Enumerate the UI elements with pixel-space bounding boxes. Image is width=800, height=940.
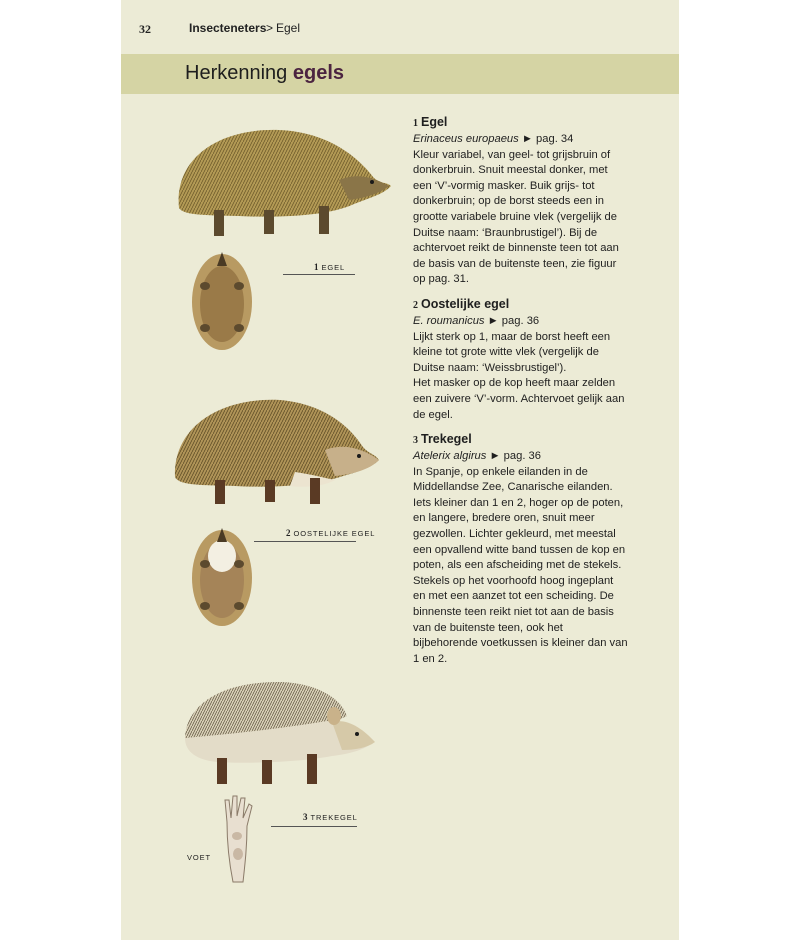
latin-name: Atelerix algirus xyxy=(413,450,487,463)
figure-label-rule xyxy=(283,274,355,275)
species-description-continued: Het masker op de kop heeft maar zelden een zuivere ‘V’-vorm. Achtervoet gelijk aan de egel. xyxy=(413,377,625,421)
figure-label-rule xyxy=(271,826,357,827)
species-description: In Spanje, op enkele eilanden in de Middellandse Zee, Canarische eilanden. Iets kleiner dan 1 en 2, hoger op de poten, en langere, bredere oren, snuit meer gezwollen. Lichter gekleurd, met meestal een opvallend witte band tussen de kop en poten, als een afscheiding met de stekels. Stekels op het voorhoofd hoog ingeplant en met een aanzet tot een scheiding. De binnenste teen reikt niet tot aan de basis van de buitenste teen, ook het bijbehorende voetkussen is kleiner dan van 1 en 2. xyxy=(413,465,628,665)
species-entry xyxy=(413,114,628,288)
running-header xyxy=(121,18,679,38)
species-entry xyxy=(413,431,628,667)
hedgehog-egel-underside-illustration xyxy=(187,246,257,356)
species-heading: 2 Oostelijke egel xyxy=(413,296,510,311)
page-number: 32 xyxy=(139,22,151,36)
latin-name: E. roumanicus xyxy=(413,314,485,327)
title-emphasis: egels xyxy=(292,62,345,84)
page-reference: ► pag. 36 xyxy=(487,314,540,327)
page-title xyxy=(185,62,344,85)
species-heading: 1 Egel xyxy=(413,115,448,129)
species-text-column xyxy=(413,114,628,675)
species-heading: 3 Trekegel xyxy=(413,432,472,447)
page-reference: ► pag. 36 xyxy=(489,450,541,463)
latin-name: Erinaceus europaeus xyxy=(413,133,519,145)
hind-foot-illustration xyxy=(221,792,255,884)
hedgehog-oostelijke-egel-underside-illustration xyxy=(187,522,257,630)
species-latin-line xyxy=(413,314,628,330)
species-latin-line xyxy=(413,449,628,465)
title-prefix: Herkenning xyxy=(185,62,288,84)
section-name: Insecteneters xyxy=(189,21,267,35)
subsection-name: Egel xyxy=(276,21,301,35)
title-band xyxy=(121,54,679,94)
species-description: Kleur variabel, van geel- tot grijsbruin of donkerbruin. Snuit meestal donker, met een ‘V’-vormig masker. Buik grijs- tot donkerbruin; op de borst steeds een in grootte variabele bruine vlek (vergelijk de Duitse naam: ‘Braunbrustigel’). Bij de achtervoet reikt de binnenste teen tot aan de basis van de buitenste teen, zie figuur op pag. 31. xyxy=(413,148,619,286)
hedgehog-trekegel-side-illustration xyxy=(177,676,377,794)
species-entry xyxy=(413,296,628,423)
figure-label-3: 3 TREKEGEL xyxy=(303,812,358,822)
species-latin-line xyxy=(413,132,628,148)
book-page xyxy=(121,0,679,940)
figure-label-1: 1 EGEL xyxy=(314,262,346,272)
breadcrumb-separator: > xyxy=(266,21,274,35)
figure-label-rule xyxy=(254,541,356,542)
figure-label-2: 2 OOSTELIJKE EGEL xyxy=(286,528,376,538)
species-description: Lijkt sterk op 1, maar de borst heeft een kleine tot grote witte vlek (vergelijk de Duitse naam: ‘Weissbrustigel’). xyxy=(413,330,611,374)
page-reference: ► pag. 34 xyxy=(521,133,574,145)
hedgehog-oostelijke-egel-side-illustration xyxy=(165,392,380,514)
hedgehog-egel-side-illustration xyxy=(159,118,389,248)
foot-label: VOET xyxy=(187,853,212,862)
